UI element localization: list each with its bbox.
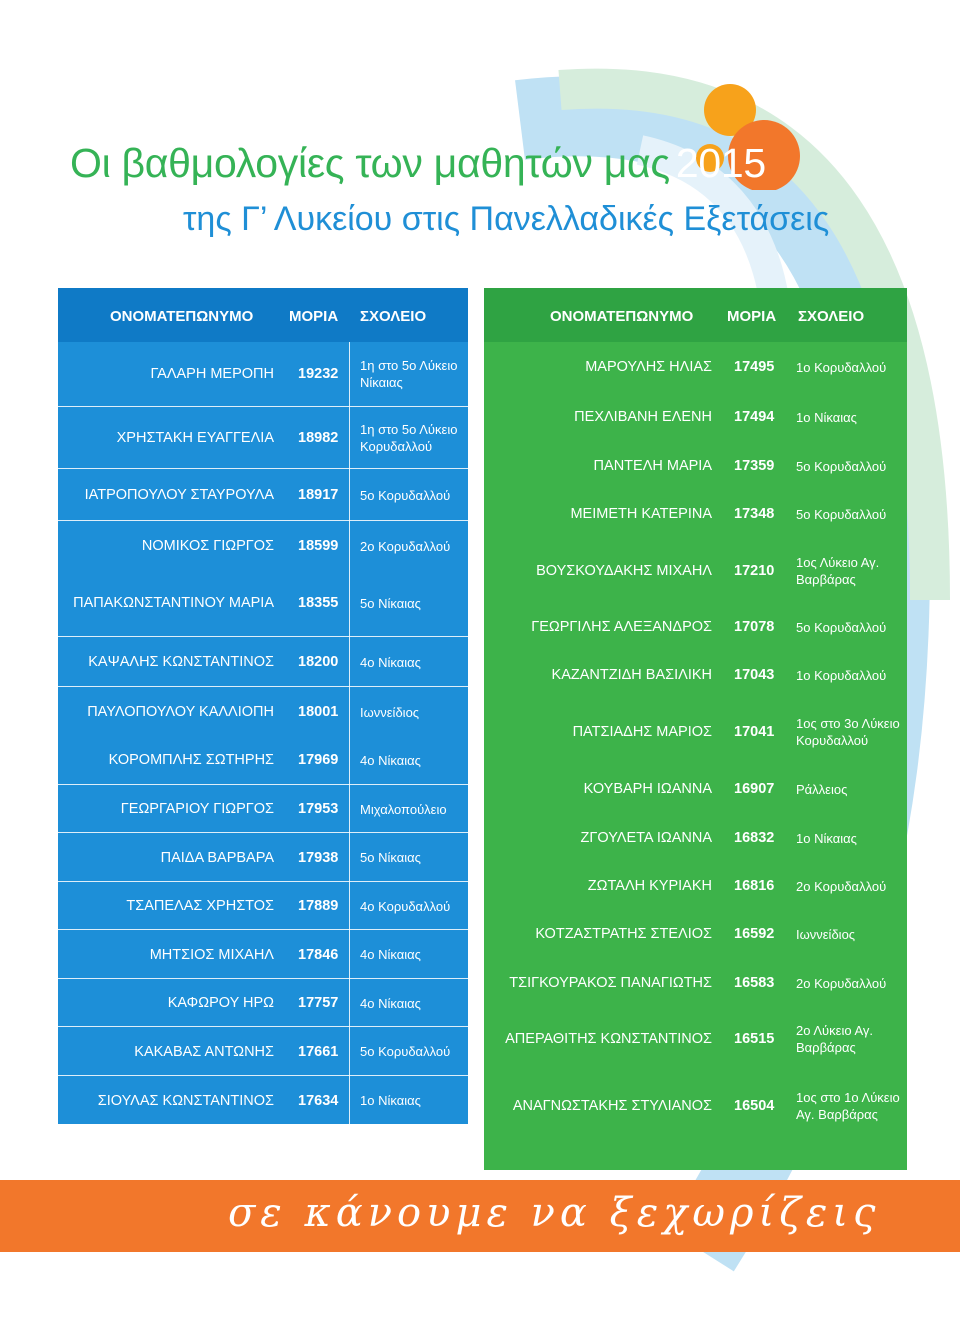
student-score: 17938 (298, 849, 339, 866)
slogan-text: σε κάνουμε να ξεχωρίζεις (228, 1190, 881, 1236)
student-name: ΚΟΡΟΜΠΛΗΣ ΣΩΤΗΡΗΣ (108, 752, 274, 768)
student-name: ΣΙΟΥΛΑΣ ΚΩΝΣΤΑΝΤΙΝΟΣ (97, 1092, 274, 1109)
header-school: ΣΧΟΛΕΙΟ (798, 308, 865, 325)
table-row (58, 636, 468, 687)
student-score: 16832 (734, 830, 775, 846)
student-name: ΚΑΖΑΝΤΖΙΔΗ ΒΑΣΙΛΙΚΗ (551, 667, 712, 683)
student-score: 17348 (734, 506, 775, 522)
table-row (58, 1075, 468, 1125)
student-school: 5ο Νίκαιας (360, 850, 421, 865)
student-score: 17043 (734, 667, 775, 683)
table-row (484, 764, 907, 814)
student-school: 5ο Κορυδαλλού (360, 1044, 451, 1059)
student-school: 1ος στο 3ο Λύκειο Κορυδαλλού (796, 716, 900, 748)
student-score: 17041 (734, 724, 775, 740)
header-score: ΜΟΡΙΑ (289, 308, 339, 325)
student-school: 1ο Κορυδαλλού (796, 359, 887, 375)
student-school: 1ο Νίκαιας (360, 1093, 421, 1108)
student-school: 2ο Κορυδαλλού (796, 975, 887, 991)
student-score: 17495 (734, 359, 775, 375)
page-subtitle: της Γ’ Λυκείου στις Πανελλαδικές Εξετάσεις (183, 200, 830, 238)
table-row (58, 686, 468, 737)
student-name: ΚΑΨΑΛΗΣ ΚΩΝΣΤΑΝΤΙΝΟΣ (88, 654, 274, 670)
student-school: 1ο Κορυδαλλού (796, 667, 887, 683)
student-name: ΜΗΤΣΙΟΣ ΜΙΧΑΗΛ (149, 946, 274, 963)
table-row (484, 538, 907, 604)
student-name: ΜΕΙΜΕΤΗ ΚΑΤΕΡΙΝΑ (570, 506, 712, 522)
student-school: 5ο Κορυδαλλού (796, 619, 887, 635)
student-name: ΚΟΤΖΑΣΤΡΑΤΗΣ ΣΤΕΛΙΟΣ (535, 926, 712, 942)
student-school: 4ο Νίκαιας (360, 654, 421, 670)
table-row (484, 442, 907, 490)
student-name: ΖΓΟΥΛΕΤΑ ΙΩΑΝΝΑ (580, 830, 712, 846)
student-score: 17757 (298, 995, 339, 1011)
student-score: 17210 (734, 563, 775, 579)
student-school: 2ο Λύκειο Αγ. Βαρβάρας (796, 1023, 874, 1055)
student-score: 18355 (298, 595, 339, 611)
student-name: ΜΑΡΟΥΛΗΣ ΗΛΙΑΣ (585, 359, 712, 375)
student-score: 16583 (734, 975, 775, 991)
table-row (58, 881, 468, 930)
student-name: ΤΣΑΠΕΛΑΣ ΧΡΗΣΤΟΣ (126, 898, 274, 914)
student-school: 2ο Κορυδαλλού (796, 878, 887, 894)
student-score: 16504 (734, 1098, 775, 1114)
student-score: 19232 (298, 366, 339, 382)
student-name: ΝΟΜΙΚΟΣ ΓΙΩΡΓΟΣ (141, 538, 274, 554)
student-school: 1ο Νίκαιας (796, 830, 857, 846)
slogan-banner (0, 1180, 960, 1252)
table-row (484, 814, 907, 862)
student-score: 18599 (298, 538, 339, 554)
student-school: 4ο Κορυδαλλού (360, 898, 451, 914)
table-row (58, 520, 468, 571)
student-score: 17846 (298, 946, 339, 963)
table-row (58, 570, 468, 636)
student-school: 2ο Κορυδαλλού (360, 538, 451, 554)
student-school: 4ο Νίκαιας (360, 995, 421, 1011)
student-score: 17953 (298, 801, 339, 817)
student-school: 5ο Κορυδαλλού (796, 458, 887, 474)
table-row (484, 910, 907, 958)
student-name: ΤΣΙΓΚΟΥΡΑΚΟΣ ΠΑΝΑΓΙΩΤΗΣ (509, 975, 712, 991)
table-row (484, 1008, 907, 1070)
table-row (58, 784, 468, 833)
header-school: ΣΧΟΛΕΙΟ (360, 308, 427, 325)
student-school: 5ο Κορυδαλλού (360, 487, 451, 503)
student-name: ΠΑΙΔΑ ΒΑΡΒΑΡΑ (160, 849, 274, 866)
student-school: 4ο Νίκαιας (360, 752, 421, 768)
student-score: 16816 (734, 878, 775, 894)
student-school: 1ος στο 1ο Λύκειο Αγ. Βαρβάρας (796, 1090, 900, 1122)
student-score: 16515 (734, 1031, 775, 1047)
table-row (58, 468, 468, 521)
right-results-table (484, 288, 907, 1170)
student-name: ΖΩΤΑΛΗ ΚΥΡΙΑΚΗ (587, 878, 712, 894)
student-score: 18001 (298, 704, 339, 720)
table-row (58, 832, 468, 882)
student-name: ΠΑΥΛΟΠΟΥΛΟΥ ΚΑΛΛΙΟΠΗ (87, 704, 274, 720)
student-score: 18982 (298, 430, 339, 446)
table-row (58, 978, 468, 1027)
student-name: ΑΝΑΓΝΩΣΤΑΚΗΣ ΣΤΥΛΙΑΝΟΣ (512, 1098, 712, 1114)
student-score: 17889 (298, 898, 339, 914)
student-school: 1ος Λύκειο Αγ. Βαρβάρας (796, 555, 880, 587)
student-name: ΠΑΤΣΙΑΔΗΣ ΜΑΡΙΟΣ (572, 724, 712, 740)
student-school: Ιωννείδιος (360, 704, 420, 720)
student-school: 1ο Νίκαιας (796, 409, 857, 425)
student-school: 5ο Νίκαιας (360, 595, 421, 611)
student-score: 17661 (298, 1043, 339, 1060)
header-score: ΜΟΡΙΑ (727, 308, 777, 325)
student-score: 18200 (298, 654, 339, 670)
table-row (58, 1026, 468, 1076)
student-score: 18917 (298, 487, 339, 503)
table-row (484, 604, 907, 650)
student-name: ΓΕΩΡΓΑΡΙΟΥ ΓΙΩΡΓΟΣ (120, 801, 274, 817)
student-score: 17359 (734, 458, 775, 474)
table-row (484, 490, 907, 538)
student-school: 1η στο 5ο Λύκειο Νίκαιας (360, 358, 458, 390)
left-results-table (58, 288, 468, 1124)
student-score: 16907 (734, 781, 775, 797)
student-school: Ράλλειος (796, 781, 848, 797)
student-school: 1η στο 5ο Λύκειο Κορυδαλλού (360, 422, 458, 454)
student-name: ΒΟΥΣΚΟΥΔΑΚΗΣ ΜΙΧΑΗΛ (536, 563, 712, 579)
table-row (484, 392, 907, 442)
student-school: 5ο Κορυδαλλού (796, 506, 887, 522)
student-name: ΚΑΦΩΡΟΥ ΗΡΩ (167, 995, 274, 1011)
page-title (70, 140, 766, 187)
student-name: ΓΑΛΑΡΗ ΜΕΡΟΠΗ (150, 366, 274, 382)
student-score: 17969 (298, 752, 339, 768)
header-name: ΟΝΟΜΑΤΕΠΩΝΥΜΟ (110, 308, 254, 325)
student-school: Ιωννείδιος (796, 926, 856, 942)
student-name: ΧΡΗΣΤΑΚΗ ΕΥΑΓΓΕΛΙΑ (116, 430, 274, 446)
title-year: 2015 (675, 140, 766, 186)
table-row (484, 862, 907, 910)
table-row (58, 342, 468, 406)
student-name: ΚΟΥΒΑΡΗ ΙΩΑΝΝΑ (583, 781, 712, 797)
table-row (58, 929, 468, 979)
student-name: ΚΑΚΑΒΑΣ ΑΝΤΩΝΗΣ (134, 1043, 274, 1060)
student-school: 4ο Νίκαιας (360, 947, 421, 962)
student-name: ΠΕΧΛΙΒΑΝΗ ΕΛΕΝΗ (574, 409, 712, 425)
table-row (484, 342, 907, 392)
student-name: ΑΠΕΡΑΘΙΤΗΣ ΚΩΝΣΤΑΝΤΙΝΟΣ (505, 1031, 712, 1047)
table-row (58, 736, 468, 784)
student-score: 17494 (734, 409, 775, 425)
table-row (58, 406, 468, 469)
student-name: ΙΑΤΡΟΠΟΥΛΟΥ ΣΤΑΥΡΟΥΛΑ (84, 487, 274, 503)
header-name: ΟΝΟΜΑΤΕΠΩΝΥΜΟ (550, 308, 694, 325)
table-row (484, 650, 907, 700)
table-row (484, 1070, 907, 1142)
student-name: ΠΑΝΤΕΛΗ ΜΑΡΙΑ (593, 458, 712, 474)
table-row (484, 700, 907, 764)
title-line1: Οι βαθμολογίες των μαθητών μας (70, 140, 670, 186)
student-school: Μιχαλοπούλειο (360, 801, 447, 817)
student-name: ΠΑΠΑΚΩΝΣΤΑΝΤΙΝΟΥ ΜΑΡΙΑ (73, 595, 274, 611)
student-name: ΓΕΩΡΓΙΛΗΣ ΑΛΕΞΑΝΔΡΟΣ (531, 619, 712, 635)
student-score: 16592 (734, 926, 775, 942)
student-score: 17078 (734, 619, 775, 635)
table-row (484, 958, 907, 1008)
student-score: 17634 (298, 1092, 339, 1109)
